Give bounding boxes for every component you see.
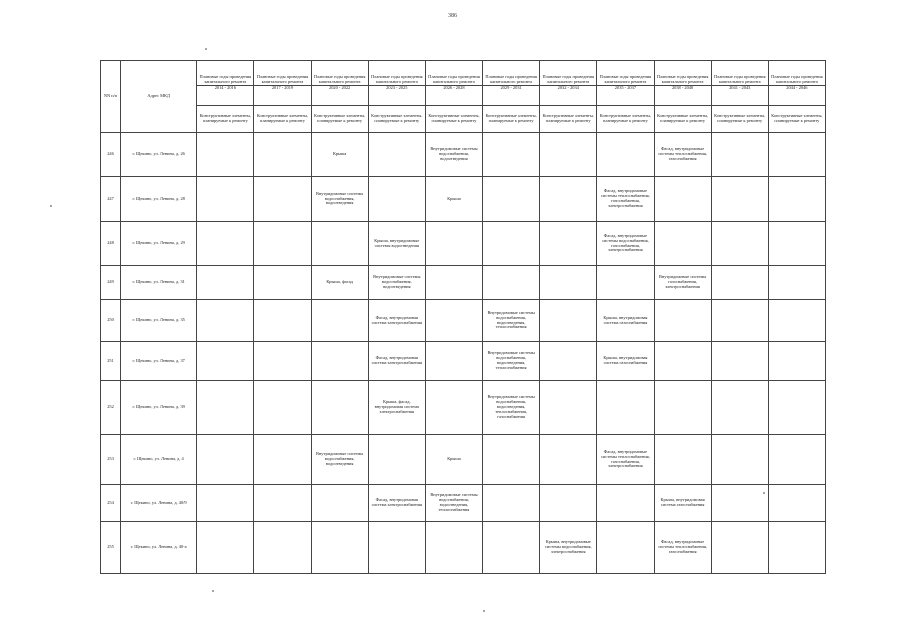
capital-repair-schedule-table — [100, 60, 826, 574]
row-number: 254 — [101, 485, 121, 522]
repair-elements-cell — [311, 300, 368, 342]
period-header: Плановые годы проведения капитального ремонта 2032 - 2034 — [540, 61, 597, 106]
building-address: г. Щекино, ул. Ленина, д. 37 — [121, 342, 197, 381]
repair-elements-cell — [768, 342, 825, 381]
table-row — [101, 266, 826, 300]
repair-elements-cell — [597, 381, 654, 435]
repair-elements-cell: Фасад, внутридомовая система электроснабжения — [368, 485, 425, 522]
repair-elements-cell: Внутридомовые системы водоснабжения, водоотведения — [368, 266, 425, 300]
period-header: Плановые годы проведения капитального ремонта 2017 - 2019 — [254, 61, 311, 106]
scan-speck — [50, 205, 52, 207]
repair-elements-cell: Фасад, внутридомовая система электроснабжения — [368, 342, 425, 381]
elements-header: Конструктивные элементы, планируемые к ремонту — [654, 106, 711, 133]
repair-elements-cell — [425, 222, 482, 266]
elements-header: Конструктивные элементы, планируемые к ремонту — [368, 106, 425, 133]
repair-elements-cell — [425, 300, 482, 342]
repair-elements-cell: Внутридомовые системы водоснабжения, водоотведения — [425, 133, 482, 177]
period-header: Плановые годы проведения капитального ремонта 2020 - 2022 — [311, 61, 368, 106]
table-row — [101, 222, 826, 266]
period-header: Плановые годы проведения капитального ремонта 2014 - 2016 — [197, 61, 254, 106]
repair-elements-cell — [197, 381, 254, 435]
repair-elements-cell — [254, 485, 311, 522]
repair-elements-cell — [711, 485, 768, 522]
period-years: 2038 - 2040 — [655, 85, 711, 91]
repair-elements-cell — [483, 522, 540, 574]
repair-elements-cell: Фасад, внутридомовые системы теплоснабжения, газоснабжения, электроснабжения — [597, 177, 654, 222]
repair-elements-cell: Крыша, фасад, внутридомовая система электроснабжения — [368, 381, 425, 435]
repair-elements-cell — [540, 222, 597, 266]
table-row — [101, 133, 826, 177]
period-header: Плановые годы проведения капитального ремонта 2041 - 2043 — [711, 61, 768, 106]
elements-header: Конструктивные элементы, планируемые к ремонту — [768, 106, 825, 133]
repair-elements-cell — [768, 435, 825, 485]
repair-elements-cell — [654, 381, 711, 435]
repair-elements-cell — [311, 485, 368, 522]
repair-elements-cell — [483, 266, 540, 300]
repair-elements-cell — [540, 177, 597, 222]
repair-elements-cell — [197, 177, 254, 222]
repair-elements-cell: Внутридомовые системы водоснабжения, водоотведения — [311, 177, 368, 222]
repair-elements-cell — [368, 435, 425, 485]
repair-elements-cell: Крыша — [311, 133, 368, 177]
repair-elements-cell — [711, 222, 768, 266]
period-header: Плановые годы проведения капитального ремонта 2038 - 2040 — [654, 61, 711, 106]
repair-elements-cell — [711, 522, 768, 574]
repair-elements-cell: Внутридомовые системы водоснабжения, водоотведения — [311, 435, 368, 485]
row-number: 248 — [101, 222, 121, 266]
table-row — [101, 300, 826, 342]
repair-elements-cell — [254, 342, 311, 381]
elements-header: Конструктивные элементы, планируемые к ремонту — [540, 106, 597, 133]
repair-elements-cell — [768, 522, 825, 574]
period-years: 2014 - 2016 — [197, 85, 253, 91]
header-row-periods — [101, 61, 826, 106]
elements-header: Конструктивные элементы, планируемые к ремонту — [197, 106, 254, 133]
repair-elements-cell — [425, 266, 482, 300]
building-address: г. Щекино, ул. Ленина, д. 35 — [121, 300, 197, 342]
building-address: г. Щекино, ул. Ленина, д. 28 — [121, 177, 197, 222]
repair-elements-cell — [254, 133, 311, 177]
page-number: 386 — [448, 13, 457, 19]
period-years: 2023 - 2025 — [369, 85, 425, 91]
table-row — [101, 435, 826, 485]
repair-elements-cell — [254, 381, 311, 435]
repair-elements-cell — [540, 133, 597, 177]
repair-elements-cell — [711, 342, 768, 381]
repair-elements-cell: Крыша, внутридомовая система газоснабжения — [597, 300, 654, 342]
repair-elements-cell: Крыша — [425, 435, 482, 485]
repair-elements-cell — [654, 177, 711, 222]
building-address: г. Щекино, ул. Ленина, д. 26 — [121, 133, 197, 177]
row-number: 246 — [101, 133, 121, 177]
period-years: 2026 - 2028 — [426, 85, 482, 91]
repair-elements-cell — [768, 381, 825, 435]
repair-elements-cell — [711, 300, 768, 342]
repair-elements-cell — [540, 381, 597, 435]
repair-elements-cell — [311, 342, 368, 381]
repair-elements-cell — [768, 485, 825, 522]
scan-speck — [212, 590, 214, 592]
repair-elements-cell — [197, 266, 254, 300]
period-header: Плановые годы проведения капитального ремонта 2035 - 2037 — [597, 61, 654, 106]
repair-elements-cell: Внутридомовые системы водоснабжения, водоотведения, теплоснабжения — [483, 342, 540, 381]
repair-elements-cell — [254, 300, 311, 342]
repair-elements-cell — [768, 222, 825, 266]
repair-elements-cell — [597, 133, 654, 177]
building-address: г. Щекино, ул. Ленина, д. 40-а — [121, 522, 197, 574]
repair-elements-cell: Внутридомовые системы водоснабжения, водоотведения, теплоснабжения — [425, 485, 482, 522]
repair-elements-cell — [483, 133, 540, 177]
repair-elements-cell — [768, 266, 825, 300]
elements-header: Конструктивные элементы, планируемые к ремонту — [597, 106, 654, 133]
repair-elements-cell — [654, 435, 711, 485]
repair-elements-cell: Крыша, внутридомовые системы водоотведения — [368, 222, 425, 266]
repair-elements-cell — [597, 522, 654, 574]
repair-elements-cell — [654, 342, 711, 381]
repair-elements-cell — [368, 177, 425, 222]
repair-elements-cell — [311, 522, 368, 574]
repair-elements-cell — [540, 266, 597, 300]
repair-elements-cell: Крыша — [425, 177, 482, 222]
repair-elements-cell — [425, 522, 482, 574]
repair-elements-cell — [711, 381, 768, 435]
repair-elements-cell — [197, 222, 254, 266]
period-header: Плановые годы проведения капитального ремонта 2029 - 2031 — [483, 61, 540, 106]
period-header: Плановые годы проведения капитального ремонта 2023 - 2025 — [368, 61, 425, 106]
repair-elements-cell — [711, 435, 768, 485]
elements-header: Конструктивные элементы, планируемые к ремонту — [711, 106, 768, 133]
repair-elements-cell — [368, 522, 425, 574]
period-years: 2035 - 2037 — [597, 85, 653, 91]
row-number: 252 — [101, 381, 121, 435]
repair-elements-cell — [311, 222, 368, 266]
repair-elements-cell — [368, 133, 425, 177]
repair-elements-cell — [540, 300, 597, 342]
repair-elements-cell: Крыша, внутридомовая система газоснабжения — [597, 342, 654, 381]
table-row — [101, 485, 826, 522]
period-years: 2032 - 2034 — [540, 85, 596, 91]
repair-elements-cell — [425, 381, 482, 435]
elements-header: Конструктивные элементы, планируемые к ремонту — [311, 106, 368, 133]
repair-elements-cell — [254, 522, 311, 574]
period-years: 2020 - 2022 — [312, 85, 368, 91]
repair-elements-cell — [483, 222, 540, 266]
repair-elements-cell — [197, 133, 254, 177]
repair-elements-cell — [768, 133, 825, 177]
repair-elements-cell — [254, 177, 311, 222]
building-address: г. Щекино, ул. Ленина, д. 31 — [121, 266, 197, 300]
repair-elements-cell — [597, 266, 654, 300]
repair-elements-cell: Крыша, внутридомовая система газоснабжения — [654, 485, 711, 522]
repair-elements-cell — [425, 342, 482, 381]
repair-elements-cell — [540, 342, 597, 381]
repair-elements-cell: Фасад, внутридомовые системы теплоснабжения, газоснабжения, электроснабжения — [597, 435, 654, 485]
repair-elements-cell: Фасад, внутридомовые системы теплоснабжения, газоснабжения — [654, 522, 711, 574]
repair-elements-cell: Крыша, внутридомовые системы водоснабжения, электроснабжения — [540, 522, 597, 574]
row-number: 251 — [101, 342, 121, 381]
scan-speck — [763, 492, 765, 494]
scan-speck — [205, 48, 207, 50]
building-address: г. Щекино, ул. Ленина, д. 29 — [121, 222, 197, 266]
period-years: 2044 - 2046 — [769, 85, 825, 91]
building-address: г. Щекино, ул. Ленина, д. 39 — [121, 381, 197, 435]
table-row — [101, 381, 826, 435]
table-row — [101, 342, 826, 381]
repair-elements-cell: Внутридомовые системы газоснабжения, электроснабжения — [654, 266, 711, 300]
row-number: 247 — [101, 177, 121, 222]
period-years: 2017 - 2019 — [254, 85, 310, 91]
repair-elements-cell: Фасад, внутридомовые системы водоснабжения, газоснабжения, электроснабжения — [597, 222, 654, 266]
repair-elements-cell: Внутридомовые системы водоснабжения, водоотведения, теплоснабжения, газоснабжения — [483, 381, 540, 435]
period-header: Плановые годы проведения капитального ремонта 2026 - 2028 — [425, 61, 482, 106]
repair-elements-cell — [197, 522, 254, 574]
repair-elements-cell — [654, 222, 711, 266]
elements-header: Конструктивные элементы, планируемые к ремонту — [254, 106, 311, 133]
repair-elements-cell — [197, 342, 254, 381]
repair-elements-cell — [197, 300, 254, 342]
repair-elements-cell — [654, 300, 711, 342]
repair-elements-cell — [254, 435, 311, 485]
number-column-header: NN п/п — [101, 61, 121, 133]
repair-elements-cell — [483, 485, 540, 522]
row-number: 249 — [101, 266, 121, 300]
repair-elements-cell — [711, 177, 768, 222]
repair-elements-cell: Фасад, внутридомовые системы теплоснабжения, газоснабжения — [654, 133, 711, 177]
table-row — [101, 522, 826, 574]
period-header: Плановые годы проведения капитального ремонта 2044 - 2046 — [768, 61, 825, 106]
repair-elements-cell — [540, 435, 597, 485]
scan-speck — [483, 610, 485, 612]
repair-elements-cell — [254, 222, 311, 266]
table-row — [101, 177, 826, 222]
repair-elements-cell — [483, 435, 540, 485]
period-years: 2029 - 2031 — [483, 85, 539, 91]
repair-elements-cell — [540, 485, 597, 522]
building-address: г. Щекино, ул. Ленина, д. 40/9 — [121, 485, 197, 522]
repair-elements-cell — [197, 485, 254, 522]
repair-elements-cell — [711, 266, 768, 300]
repair-elements-cell — [197, 435, 254, 485]
table-body — [101, 133, 826, 574]
row-number: 255 — [101, 522, 121, 574]
building-address: г. Щекино, ул. Ленина, д. 4 — [121, 435, 197, 485]
repair-elements-cell — [768, 300, 825, 342]
period-years: 2041 - 2043 — [712, 85, 768, 91]
address-column-header: Адрес МКД — [121, 61, 197, 133]
elements-header: Конструктивные элементы, планируемые к ремонту — [425, 106, 482, 133]
repair-elements-cell — [711, 133, 768, 177]
repair-elements-cell: Крыша, фасад — [311, 266, 368, 300]
repair-elements-cell — [597, 485, 654, 522]
elements-header: Конструктивные элементы, планируемые к ремонту — [483, 106, 540, 133]
row-number: 250 — [101, 300, 121, 342]
repair-elements-cell — [768, 177, 825, 222]
row-number: 253 — [101, 435, 121, 485]
repair-elements-cell: Внутридомовые системы водоснабжения, водоотведения, теплоснабжения — [483, 300, 540, 342]
repair-elements-cell — [311, 381, 368, 435]
repair-elements-cell — [254, 266, 311, 300]
repair-elements-cell: Фасад, внутридомовая система электроснабжения — [368, 300, 425, 342]
repair-elements-cell — [483, 177, 540, 222]
header-row-elements — [101, 106, 826, 133]
